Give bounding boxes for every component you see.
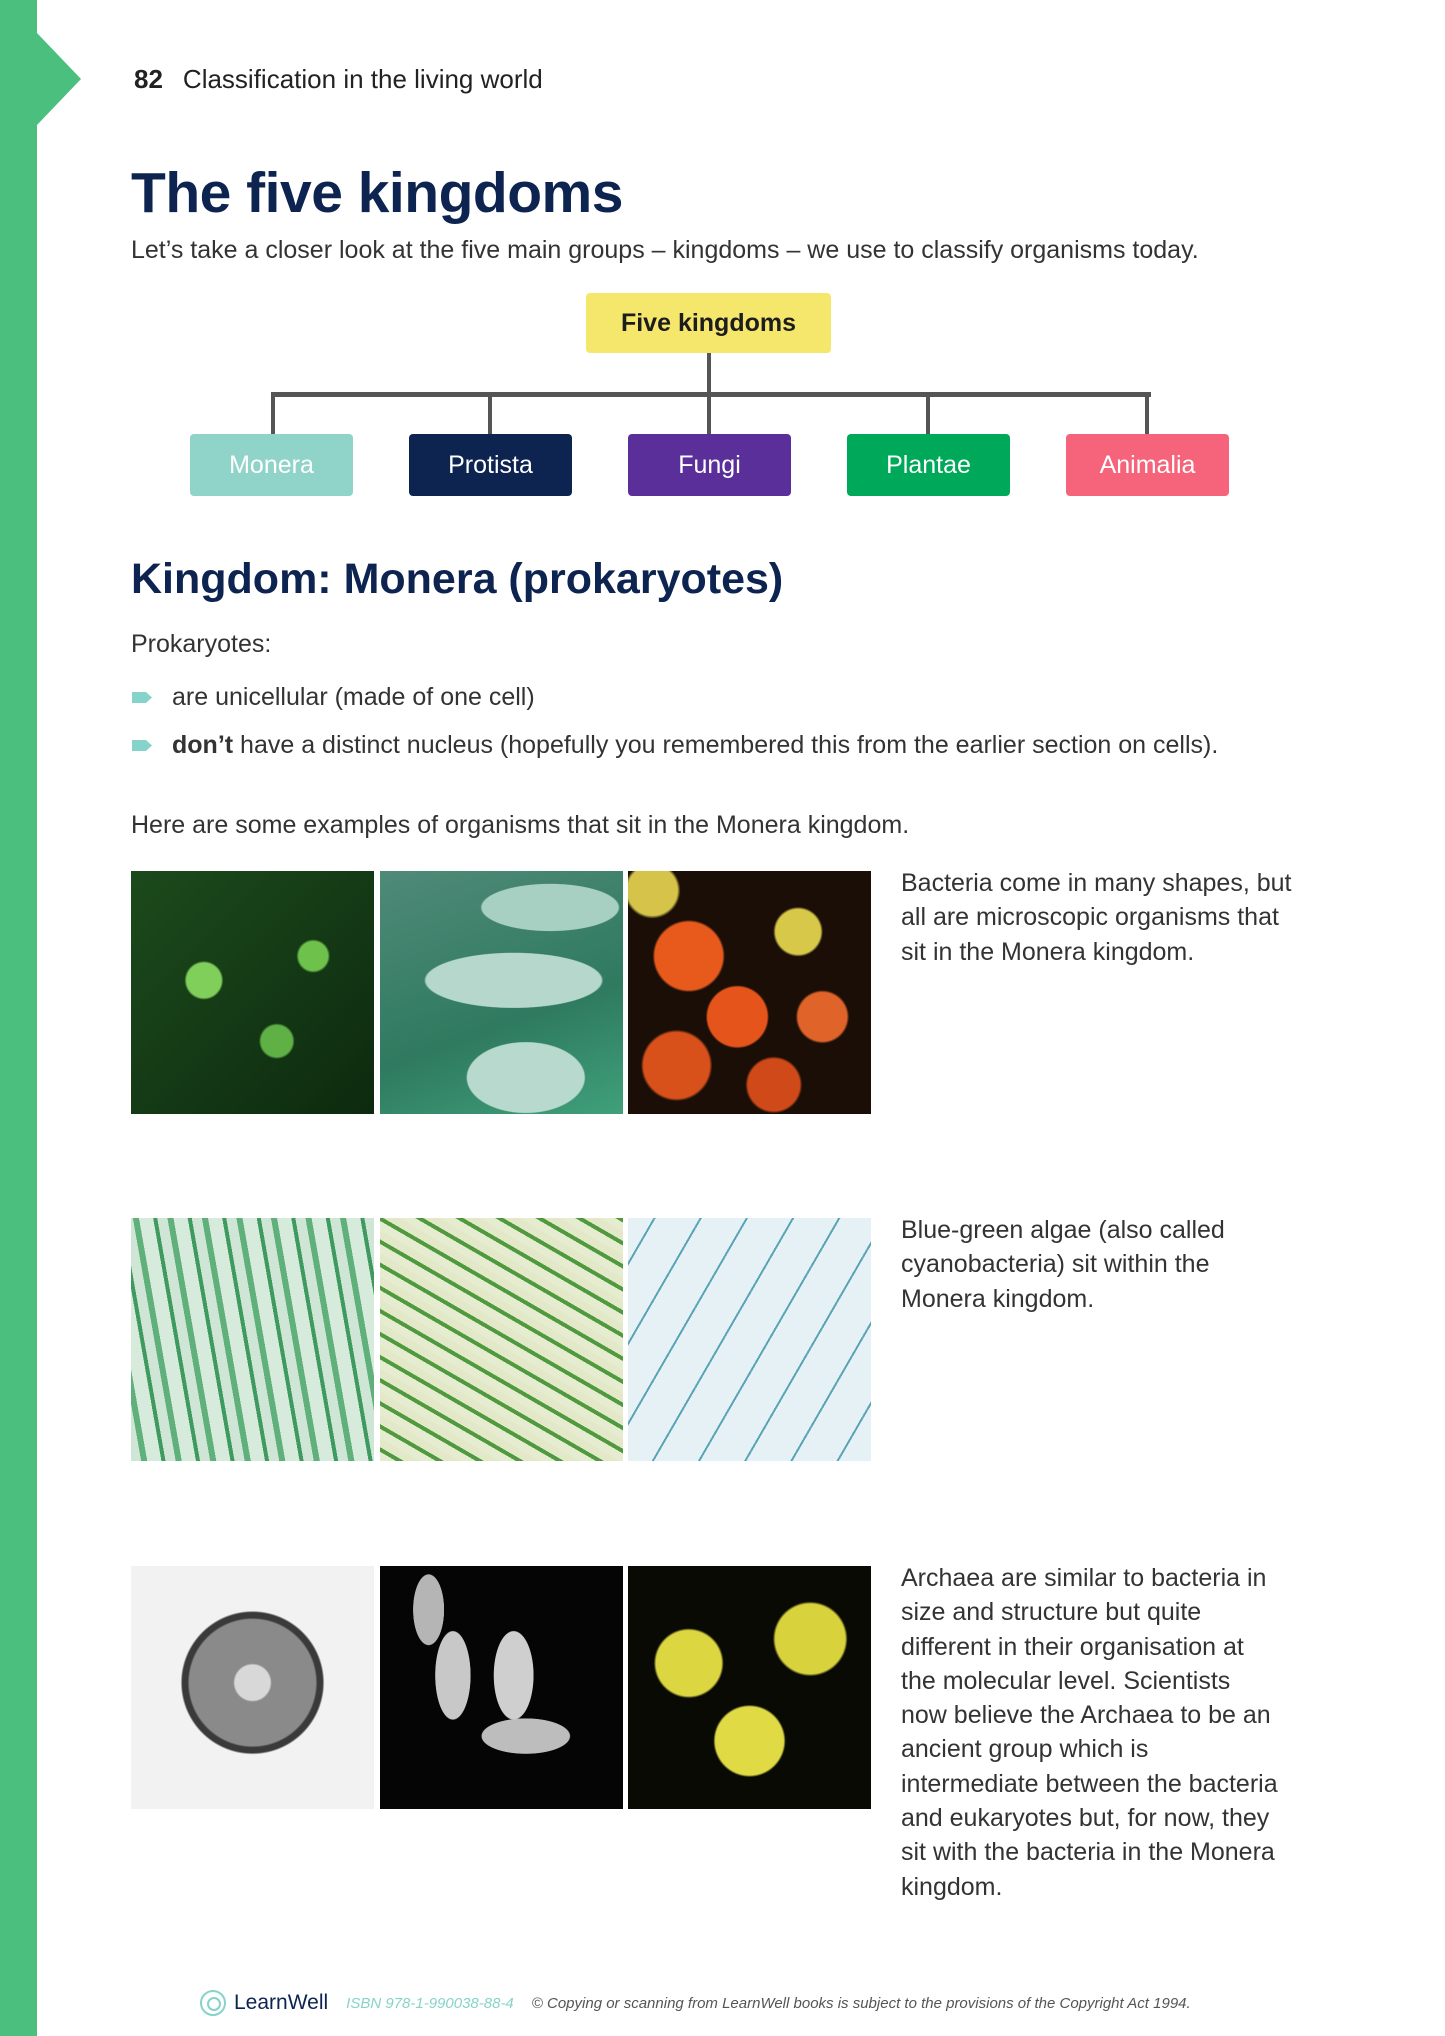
lead-paragraph: Let’s take a closer look at the five main groups – kingdoms – we use to classify organisms today.: [131, 236, 1199, 264]
footer: [200, 1988, 1191, 2018]
chapter-title: Classification in the living world: [182, 64, 543, 94]
page-tab-arrow: [37, 33, 81, 125]
kingdom-protista: Protista: [409, 434, 572, 496]
spiral-bacteria-image: [131, 871, 374, 1114]
learnwell-logo-icon: [200, 1990, 226, 2016]
bullet-arrow-icon: [132, 692, 152, 703]
connector-line: [1145, 392, 1149, 434]
connector-line: [488, 392, 492, 434]
kingdom-fungi: Fungi: [628, 434, 791, 496]
cocci-bacteria-image: [628, 871, 871, 1114]
intro-text: Prokaryotes:: [131, 630, 272, 658]
archaea-rods-image: [380, 1566, 623, 1809]
caption-bacteria: Bacteria come in many shapes, but all are microscopic organisms that sit in the Monera kingdom.: [901, 869, 1292, 966]
caption-archaea: Archaea are similar to bacteria in size and structure but quite different in their organisation at the molecular level. Scientists now believe the Archaea to be an ancient group which is intermediate between the bacteria and eukaryotes but, for now, they sit with the bacteria in the Monera kingdom.: [901, 1564, 1278, 1901]
diagram-root-five-kingdoms: Five kingdoms: [586, 293, 831, 353]
connector-line: [707, 353, 711, 394]
running-header: [134, 64, 543, 95]
caption-blue-green-algae: Blue-green algae (also called cyanobacteria) sit within the Monera kingdom.: [901, 1216, 1225, 1313]
connector-line: [707, 392, 711, 434]
connector-line: [926, 392, 930, 434]
bullet-arrow-icon: [132, 740, 152, 751]
page-number: 82: [134, 64, 163, 94]
brand-name: LearnWell: [234, 1991, 329, 2014]
connector-line: [271, 392, 275, 434]
archaea-yellow-image: [628, 1566, 871, 1809]
kingdom-animalia: Animalia: [1066, 434, 1229, 496]
archaea-cell-image: [131, 1566, 374, 1809]
filament-algae-image: [131, 1218, 374, 1461]
section-heading: Kingdom: Monera (prokaryotes): [131, 555, 784, 603]
kingdom-plantae: Plantae: [847, 434, 1010, 496]
bullet-item: are unicellular (made of one cell): [172, 683, 535, 711]
page-title: The five kingdoms: [131, 161, 623, 225]
connector-line: [271, 392, 1151, 397]
spiral-cyanobacteria-image: [628, 1218, 871, 1461]
copyright-notice: © Copying or scanning from LearnWell books is subject to the provisions of the Copyright Act 1994.: [531, 1994, 1191, 2012]
rod-bacteria-image: [380, 871, 623, 1114]
bullet-item: don’t have a distinct nucleus (hopefully you remembered this from the earlier section on cells).: [172, 731, 1219, 759]
green-side-strip: [0, 0, 37, 2036]
kingdom-monera: Monera: [190, 434, 353, 496]
chain-algae-image: [380, 1218, 623, 1461]
isbn: ISBN 978-1-990038-88-4: [346, 1994, 514, 2012]
examples-intro: Here are some examples of organisms that sit in the Monera kingdom.: [131, 811, 910, 839]
